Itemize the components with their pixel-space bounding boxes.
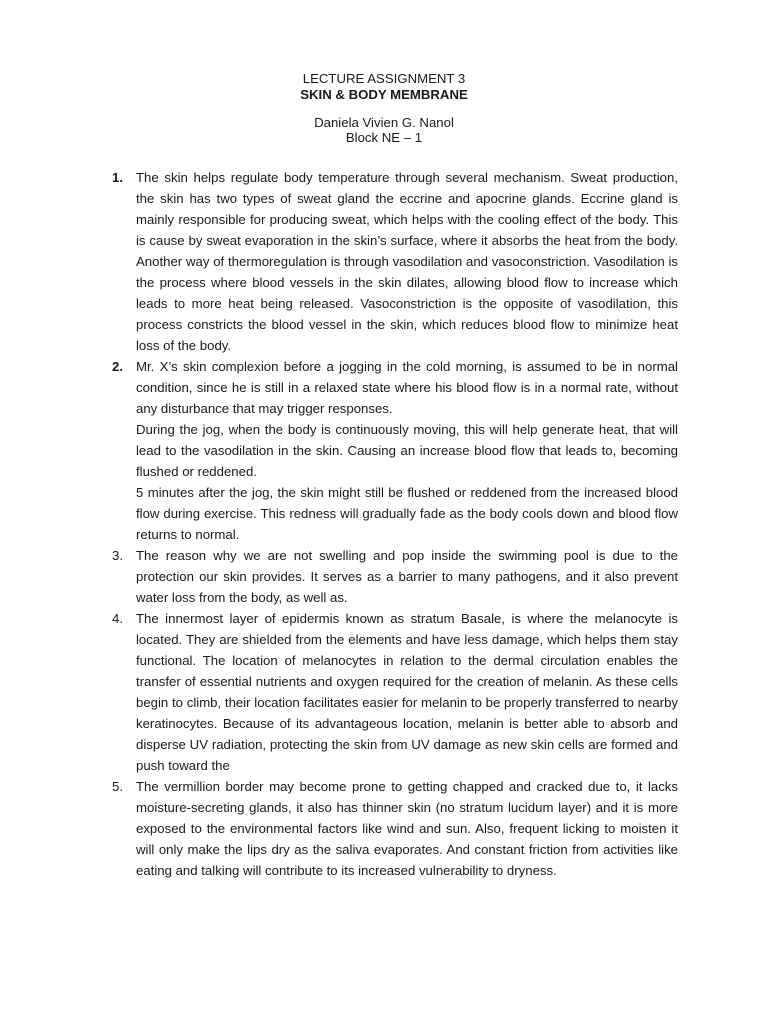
list-item [112,608,678,776]
item-paragraph: Mr. X’s skin complexion before a jogging in the cold morning, is assumed to be in normal condition, since he is still in a relaxed state where his blood flow is in a normal rate, without any disturbance that may trigger responses. [136,359,678,416]
item-number: 4. [112,611,123,626]
item-paragraph: 5 minutes after the jog, the skin might still be flushed or reddened from the increased blood flow during exercise. This redness will gradually fade as the body cools down and blood flow returns to normal. [136,485,678,542]
assignment-title: LECTURE ASSIGNMENT 3 [302,71,466,86]
item-paragraph: The innermost layer of epidermis known as stratum Basale, is where the melanocyte is located. They are shielded from the elements and have less damage, which helps them stay functional. The location of melanocytes in relation to the dermal circulation enables the transfer of essential nutrients and oxygen required for the creation of melanin. As these cells begin to climb, their location facilitates easier for melanin to be properly transferred to nearby keratinocytes. Because of its advantageous location, melanin is better able to absorb and disperse UV radiation, protecting the skin from UV damage as new skin cells are formed and push toward the [136,611,678,773]
list-item [112,776,678,881]
author-name: Daniela Vivien G. Nanol [314,115,454,130]
item-number: 1. [112,170,123,185]
item-number: 3. [112,548,123,563]
item-paragraph: The reason why we are not swelling and pop inside the swimming pool is due to the protection our skin provides. It serves as a barrier to many pathogens, and it also prevent water loss from the body, as well as. [136,548,678,605]
item-number: 5. [112,779,123,794]
item-number: 2. [112,359,123,374]
author-block: Block NE – 1 [345,130,423,145]
list-item [112,545,678,608]
item-paragraph: The vermillion border may become prone to getting chapped and cracked due to, it lacks moisture-secreting glands, it also has thinner skin (no stratum lucidum layer) and it is more exposed to the environmental factors like wind and sun. Also, frequent licking to moisten it will only make the lips dry as the saliva evaporates. And constant friction from activities like eating and talking will contribute to its increased vulnerability to dryness. [136,779,678,878]
item-paragraph: During the jog, when the body is continuously moving, this will help generate heat, that will lead to the vasodilation in the skin. Causing an increase blood flow that leads to, becoming flushed or reddened. [136,422,678,479]
item-paragraph: The skin helps regulate body temperature through several mechanism. Sweat production, the skin has two types of sweat gland the eccrine and apocrine glands. Eccrine gland is mainly responsible for producing sweat, which helps with the cooling effect of the body. This is cause by sweat evaporation in the skin’s surface, where it absorbs the heat from the body. Another way of thermoregulation is through vasodilation and vasoconstriction. Vasodilation is the process where blood vessels in the skin dilates, allowing blood flow to increase which leads to more heat being released. Vasoconstriction is the opposite of vasodilation, this process constricts the blood vessel in the skin, which reduces blood flow to minimize heat loss of the body. [136,170,678,353]
list-item [112,356,678,545]
list-item [112,167,678,356]
assignment-subtitle: SKIN & BODY MEMBRANE [300,87,468,102]
answer-list [112,167,678,881]
